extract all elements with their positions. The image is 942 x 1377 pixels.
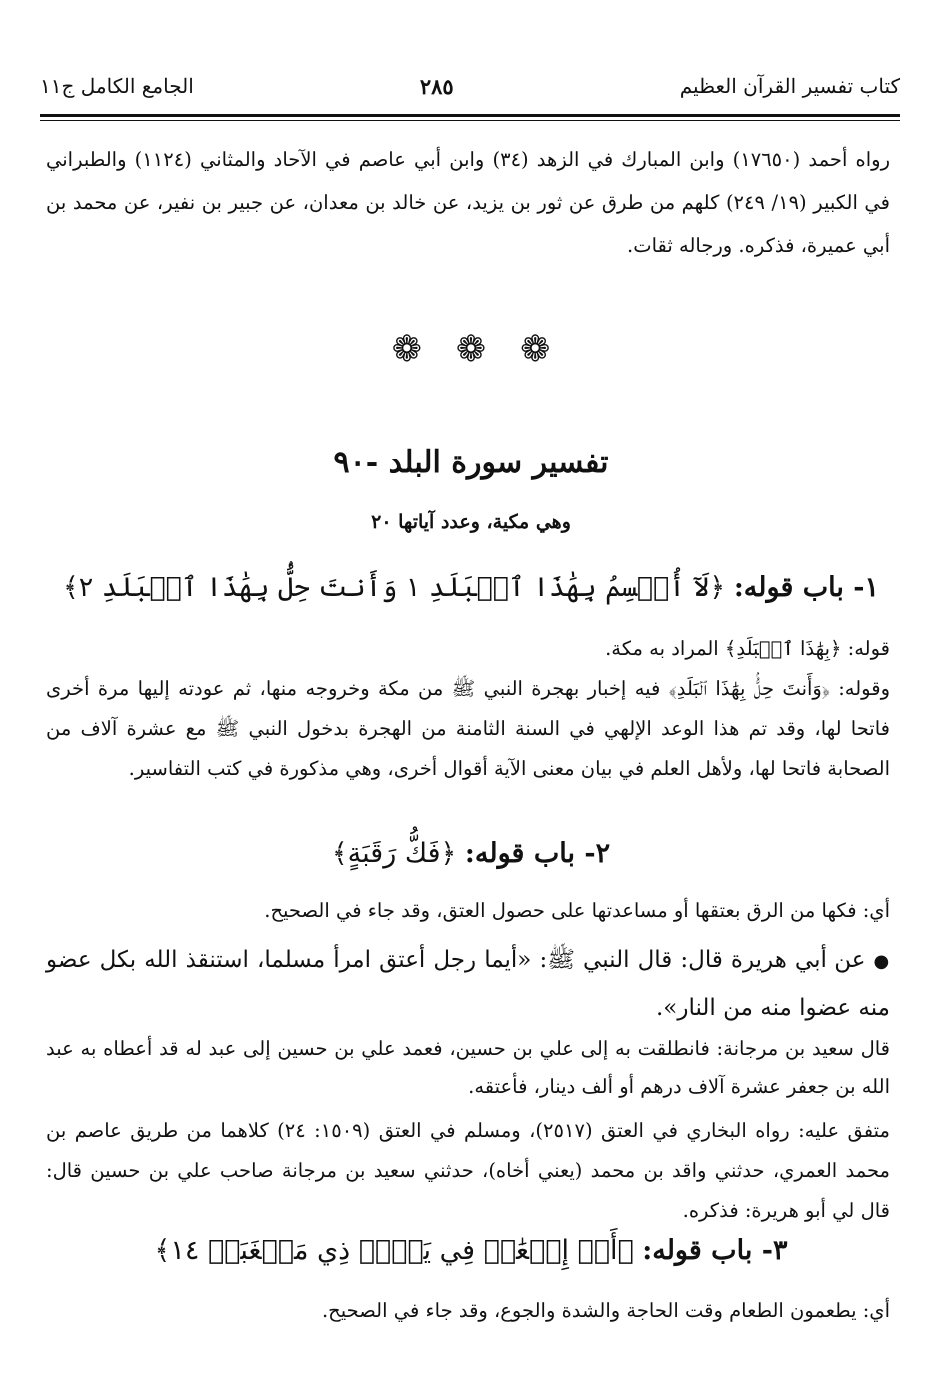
chapter-label: ٣- باب قوله: [642,1235,788,1266]
book-title: كتاب تفسير القرآن العظيم [679,74,900,98]
bullet-icon: ● [873,951,890,972]
section-divider [0,330,942,370]
quran-verse: ﴿لَآ أُقۡسِمُ بِهَٰذَا ٱلۡبَلَدِ ١ وَأَنتَ حِلُّۢ بِهَٰذَا ٱلۡبَلَدِ ٢﴾ [62,572,726,603]
surah-title: تفسير سورة البلد -٩٠ [333,445,609,480]
header-rule-thin [40,120,900,121]
chapter-heading-1 [0,572,942,603]
ornament-icon: ❁ [455,329,487,370]
hadith-text [46,937,890,1032]
chapter-label: ٢- باب قوله: [464,838,611,869]
volume-label: الجامع الكامل ج١١ [40,74,194,98]
commentary-paragraph: وقوله: ﴿وَأَنتَ حِلُّۢ بِهَٰذَا ٱلۡبَلَدِ﴾ فيه إخبار بهجرة النبي ﷺ من مكة وخروجه منها، ثم عودته إليها مرة أخرى فاتحا لها، وقد تم هذا الوعد الإلهي في السنة الثامنة من الهجرة بدخول النبي ﷺ مع عشرة آلاف من الصحابة فاتحا لها، ولأهل العلم في بيان معنى الآية أقوال أخرى، وهي مذكورة في كتب التفاسير. [46,677,890,780]
chapter-label: ١- باب قوله: [733,572,880,603]
chapter-heading-2 [0,838,942,869]
header-rule-thick [40,114,900,117]
commentary-paragraph: أي: فكها من الرق بعتقها أو مساعدتها على حصول العتق، وقد جاء في الصحيح. [264,899,890,922]
commentary-paragraph: أي: يطعمون الطعام وقت الحاجة والشدة والجوع، وقد جاء في الصحيح. [321,1299,890,1322]
chapter-heading-3 [0,1235,942,1266]
commentary-paragraph: قوله: ﴿بِهَٰذَا ٱلۡبَلَدِ﴾ المراد به مكة. [605,637,890,660]
running-header [40,66,900,106]
footnote-paragraph: رواه أحمد (١٧٦٥٠) وابن المبارك في الزهد (٣٤) وابن أبي عاصم في الآحاد والمثاني (١١٢٤) والطبراني في الكبير (١٩/ ٢٤٩) كلهم من طرق عن ثور بن يزيد، عن خالد بن معدان، عن جبير بن نفير، عن محمد بن أبي عميرة، فذكره. ورجاله ثقات. [46,148,890,257]
page-number: ٢٨٥ [419,73,454,99]
ornament-icon: ❁ [391,329,422,370]
ornament-icon: ❁ [520,329,551,370]
commentary-paragraph: قال سعيد بن مرجانة: فانطلقت به إلى علي بن حسين، فعمد علي بن حسين إلى عبد له قد أعطاه به عبد الله بن جعفر عشرة آلاف درهم أو ألف دينار، فأعتقه. [46,1037,890,1098]
takhrij-paragraph: متفق عليه: رواه البخاري في العتق (٢٥١٧)، ومسلم في العتق (١٥٠٩: ٢٤) كلاهما من طريق عاصم بن محمد العمري، حدثني واقد بن محمد (يعني أخاه)، حدثني سعيد بن مرجانة صاحب علي بن حسين قال: قال لي أبو هريرة: فذكره. [46,1119,890,1222]
quran-verse: ﴿أَوۡ إِطۡعَٰمٞ فِي يَوۡمٖ ذِي مَسۡغَبَةٖ ١٤﴾ [154,1235,634,1266]
surah-subtitle: وهي مكية، وعدد آياتها ٢٠ [371,511,571,533]
hadith-body: عن أبي هريرة قال: قال النبي ﷺ: «أيما رجل أعتق امرأ مسلما، استنقذ الله بكل عضو منه عضوا منه من النار». [46,947,890,1021]
quran-verse: ﴿فَكُّ رَقَبَةٍ﴾ [331,838,457,869]
